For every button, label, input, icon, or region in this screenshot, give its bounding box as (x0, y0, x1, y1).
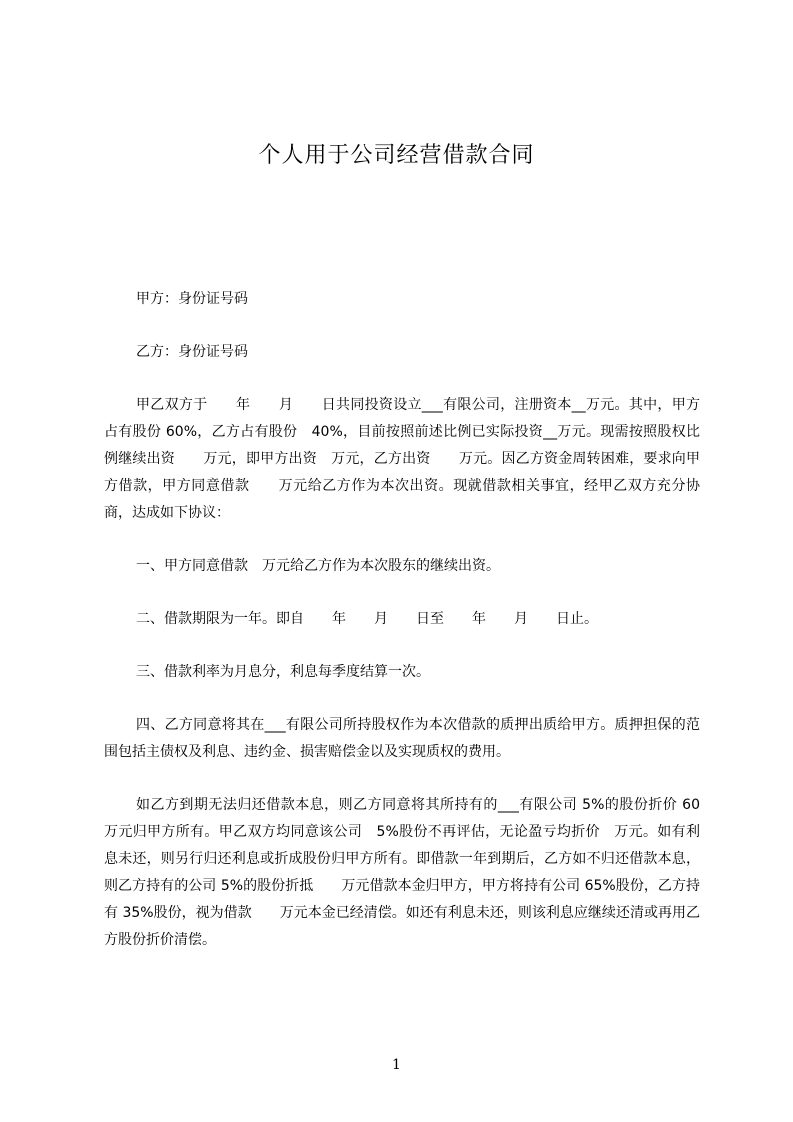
default-clause: 如乙方到期无法归还借款本息，则乙方同意将其所持有的___有限公司 5%的股份折价 60 万元归甲方所有。甲乙双方均同意该公司 5%股份不再评估，无论盈亏均折价 万元。如有利息未还，则另行归还利息或折成股份归甲方所有。即借款一年到期后，乙方如不归还借款本息，则乙方持有的公司 5%的股份折抵 万元借款本金归甲方，甲方将持有公司 65%股份，乙方持有 35%股份，视为借款 万元本金已经清偿。如还有利息未还，则该利息应继续还清或再用乙方股份折价清偿。 (104, 797, 700, 948)
document-title: 个人用于公司经营借款合同 (258, 143, 535, 168)
clause-2: 二、借款期限为一年。即自 年 月 日至 年 月 日止。 (136, 611, 598, 627)
clause-1: 一、甲方同意借款 万元给乙方作为本次股东的继续出资。 (136, 558, 500, 574)
page-number: 1 (392, 1057, 401, 1073)
clause-3: 三、借款利率为月息分，利息每季度结算一次。 (136, 664, 430, 680)
preamble-paragraph: 甲乙双方于 年 月 日共同投资设立___有限公司，注册资本__万元。其中，甲方占有股份 60%，乙方占有股份 40%，目前按照前述比例已实际投资__万元。现需按照股权比例继续出资 万元，即甲方出资 万元，乙方出资 万元。因乙方资金周转困难，要求向甲方借款，甲方同意借款 万元给乙方作为本次出资。现就借款相关事宜，经甲乙双方充分协商，达成如下协议： (104, 397, 700, 521)
document-body (104, 286, 700, 980)
party-a-line: 甲方：身份证号码 (136, 291, 248, 307)
party-b-line: 乙方：身份证号码 (136, 344, 248, 360)
clause-4: 四、乙方同意将其在___有限公司所持股权作为本次借款的质押出质给甲方。质押担保的范围包括主债权及利息、违约金、损害赔偿金以及实现质权的费用。 (104, 717, 700, 760)
